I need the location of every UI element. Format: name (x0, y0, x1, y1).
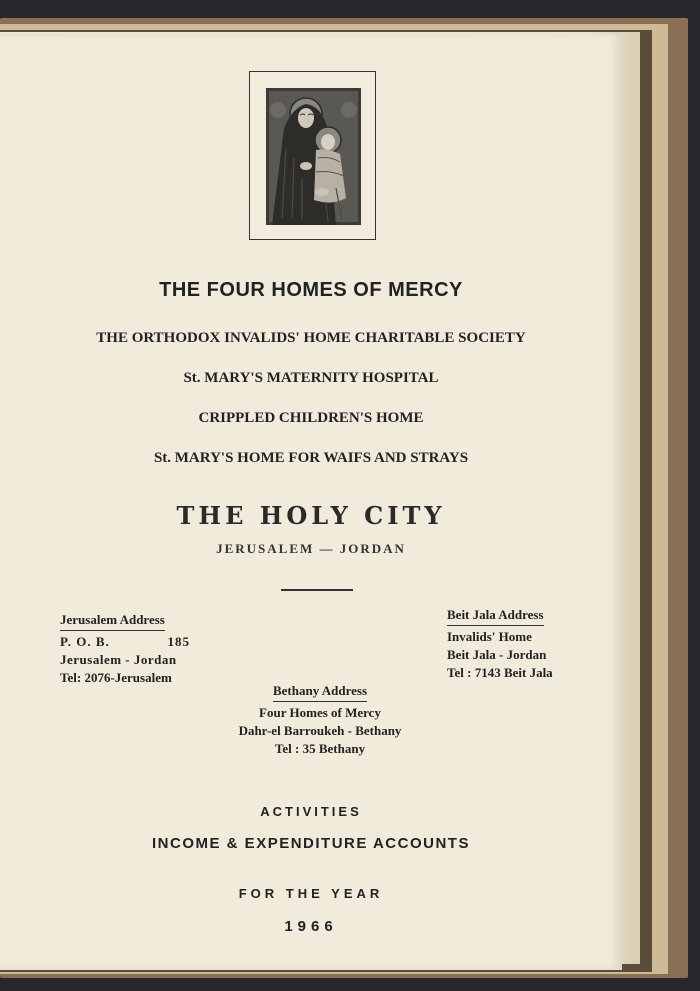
jerusalem-address-heading: Jerusalem Address (60, 611, 165, 631)
beit-jala-line1: Invalids' Home (447, 629, 532, 644)
bethany-address-heading: Bethany Address (273, 682, 367, 702)
for-the-year: FOR THE YEAR (238, 886, 384, 901)
document-page (0, 34, 622, 970)
bethany-tel: Tel : 35 Bethany (274, 741, 366, 756)
document-title: THE FOUR HOMES OF MERCY (159, 279, 463, 301)
jerusalem-tel: Tel: 2076-Jerusalem (60, 670, 172, 685)
beit-jala-tel: Tel : 7143 Beit Jala (447, 665, 553, 680)
accounts-heading: INCOME & EXPENDITURE ACCOUNTS (152, 835, 470, 852)
beit-jala-address-heading: Beit Jala Address (447, 606, 544, 626)
subtitle-maternity-hospital: St. MARY'S MATERNITY HOSPITAL (183, 370, 439, 386)
jerusalem-pob-label: P. O. B. (60, 634, 110, 649)
subtitle-society: THE ORTHODOX INVALIDS' HOME CHARITABLE SOCIETY (96, 330, 526, 346)
location-line: JERUSALEM — JORDAN (216, 541, 406, 556)
subtitle-waifs-home: St. MARY'S HOME FOR WAIFS AND STRAYS (153, 450, 469, 466)
year-value: 1966 (284, 918, 338, 935)
bethany-address (232, 682, 408, 758)
jerusalem-address (60, 611, 190, 687)
jerusalem-pob (60, 633, 190, 651)
beit-jala-address (447, 606, 553, 682)
jerusalem-pob-value: 185 (167, 634, 190, 649)
madonna-and-child-icon (249, 71, 376, 240)
bethany-line2: Dahr-el Barroukeh - Bethany (238, 723, 402, 738)
activities-heading: ACTIVITIES (260, 804, 362, 819)
divider (281, 589, 353, 591)
subtitle-childrens-home: CRIPPLED CHILDREN'S HOME (198, 410, 424, 426)
jerusalem-city: Jerusalem - Jordan (60, 652, 177, 667)
bethany-line1: Four Homes of Mercy (259, 705, 381, 720)
beit-jala-line2: Beit Jala - Jordan (447, 647, 547, 662)
city-heading: THE HOLY CITY (176, 501, 446, 530)
